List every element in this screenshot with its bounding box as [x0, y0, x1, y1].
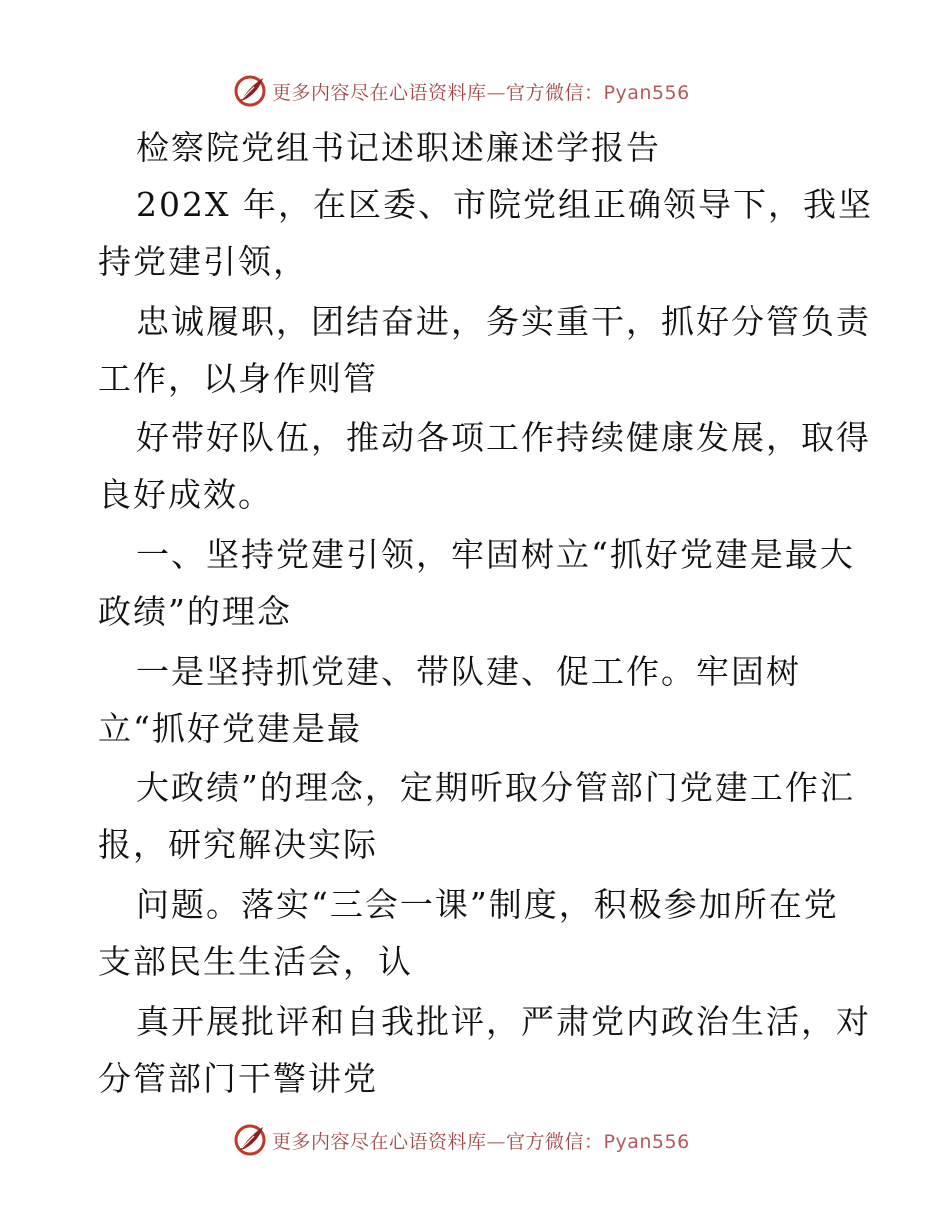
banner-text: [272, 1127, 690, 1154]
paragraph-line: 忠诚履职，团结奋进，务实重干，抓好分管负责: [136, 302, 871, 341]
paragraph-line: 分管部门干警讲党: [98, 1059, 378, 1098]
header-banner: [232, 71, 690, 111]
banner-main-text: 更多内容尽在心语资料库: [272, 81, 487, 104]
banner-official-text: 官方微信：: [506, 1130, 604, 1153]
banner-wechat-id: Pyan556: [603, 81, 690, 104]
paragraph-line: 支部民生生活会，认: [98, 942, 413, 981]
section-heading: 政绩”的理念: [98, 592, 292, 631]
feather-quill-logo-icon: [232, 1122, 268, 1158]
banner-text: [272, 78, 690, 105]
paragraph-line: 立“抓好党建是最: [98, 709, 362, 748]
paragraph-line: 好带好队伍，推动各项工作持续健康发展，取得: [136, 418, 871, 457]
banner-separator: —: [486, 1130, 507, 1153]
banner-wechat-id: Pyan556: [603, 1130, 690, 1153]
document-title: 检察院党组书记述职述廉述学报告: [136, 128, 661, 167]
paragraph-line: 良好成效。: [98, 475, 273, 514]
banner-separator: —: [486, 81, 507, 104]
paragraph-line: 大政绩”的理念，定期听取分管部门党建工作汇: [136, 768, 855, 807]
paragraph-line: 工作，以身作则管: [98, 359, 378, 398]
section-heading: 一、坚持党建引领，牢固树立“抓好党建是最大: [136, 535, 855, 574]
banner-main-text: 更多内容尽在心语资料库: [272, 1130, 487, 1153]
banner-official-text: 官方微信：: [506, 81, 604, 104]
paragraph-line: 持党建引领，: [98, 242, 308, 281]
paragraph-line: 202X 年，在区委、市院党组正确领导下，我坚: [136, 185, 873, 224]
paragraph-line: 一是坚持抓党建、带队建、促工作。牢固树: [136, 652, 801, 691]
paragraph-line: 问题。落实“三会一课”制度，积极参加所在党: [136, 885, 839, 924]
paragraph-line: 真开展批评和自我批评，严肃党内政治生活，对: [136, 1002, 871, 1041]
paragraph-line: 报，研究解决实际: [98, 825, 378, 864]
feather-quill-logo-icon: [232, 73, 268, 109]
footer-banner: [232, 1120, 690, 1160]
